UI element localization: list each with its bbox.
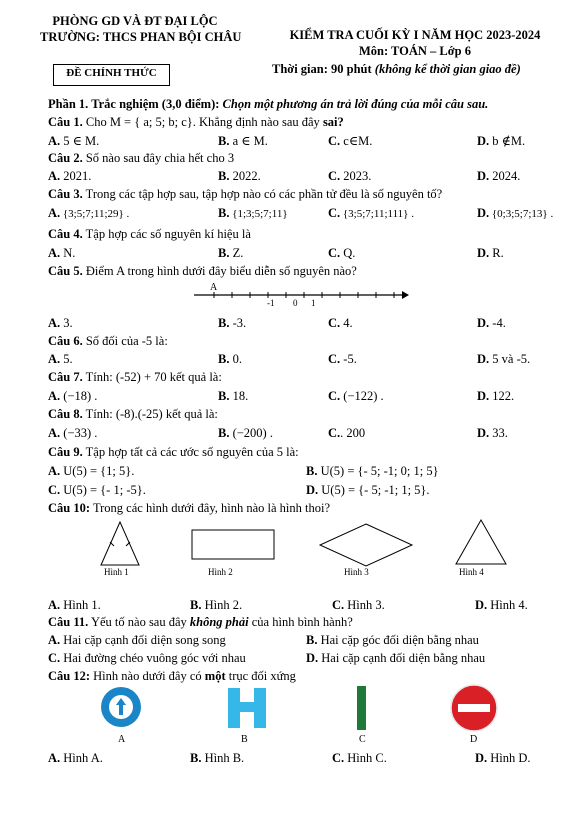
option-value: 33. [492,426,508,440]
option-key: A. [48,316,61,330]
part1-heading [48,97,488,112]
option-key: C. [328,426,341,440]
option-key: B. [218,352,230,366]
question-3 [48,187,442,202]
q10-option-b[interactable] [190,598,242,613]
option-value: {3;5;7;11;111} . [342,208,414,220]
q8-option-a[interactable] [48,426,97,441]
option-value: Z. [232,246,244,260]
shape-label-1: Hình 1 [104,567,129,577]
part1-title: Phần 1. Trắc nghiệm (3,0 điểm): [48,97,220,111]
option-key: D. [477,389,490,403]
q8-label: Câu 8. [48,407,83,421]
shape-hinh-2 [190,528,276,562]
option-key: D. [477,134,490,148]
q1-option-c[interactable] [328,133,372,149]
question-2 [48,151,234,166]
q2-label: Câu 2. [48,151,83,165]
q6-label: Câu 6. [48,334,83,348]
option-value: Hình A. [63,751,103,765]
option-key: B. [218,246,230,260]
option-value: U(5) = {- 5; -1; 0; 1; 5} [320,464,439,478]
option-key: A. [48,389,61,403]
sign-b-letter-h-icon [226,686,268,730]
time-line [272,62,521,77]
tick-label-0: 0 [293,298,298,308]
option-value: U(5) = {- 1; -5}. [63,483,146,497]
question-8 [48,407,218,422]
option-key: B. [218,426,230,440]
part1-instruction: Chọn một phương án trả lời đúng của mỗi câu sau. [222,97,489,111]
option-value: 2024. [492,169,521,183]
option-key: D. [477,316,490,330]
q7-text: Tính: (-52) + 70 kết quả là: [85,370,222,384]
question-12 [48,669,296,684]
option-value: Hình B. [204,751,245,765]
question-10 [48,501,330,516]
q5-text: Điểm A trong hình dưới đây biểu diễn số nguyên nào? [85,264,357,278]
option-key: B. [190,751,202,765]
option-key: D. [475,598,488,612]
option-key: C. [328,316,341,330]
q4-option-d[interactable] [477,246,504,261]
q11-emph: không phải [189,615,249,629]
shape-label-3: Hình 3 [344,567,369,577]
point-a-label: A [210,282,218,293]
option-value: Hai cặp cạnh đối diện bằng nhau [321,651,486,665]
option-value: N. [63,246,76,260]
exam-title: KIỂM TRA CUỐI KỲ I NĂM HỌC 2023-2024 [289,28,541,42]
option-key: B. [218,316,230,330]
subject: Môn: TOÁN – Lớp 6 [358,44,472,58]
q1-option-b[interactable] [218,133,268,149]
q10-text: Trong các hình dưới đây, hình nào là hình thoi? [92,501,331,515]
option-key: C. [48,483,61,497]
option-key: D. [477,426,490,440]
q6-text: Số đối của -5 là: [85,334,168,348]
q12-text2: trục đối xứng [225,669,296,683]
q7-label: Câu 7. [48,370,83,384]
q6-option-c[interactable] [328,352,357,367]
option-value: Q. [343,246,356,260]
option-value: 5. [63,352,73,366]
q10-option-d[interactable] [475,598,528,613]
q8-text: Tính: (-8).(-25) kết quả là: [85,407,218,421]
option-value: R. [492,246,504,260]
option-value: Hai cặp góc đối diện bằng nhau [320,633,479,647]
q2-option-b[interactable] [218,169,261,184]
q8-option-c[interactable] [328,426,365,441]
q4-label: Câu 4. [48,227,83,241]
tick-label-1: 1 [311,298,316,308]
q1-option-a[interactable] [48,133,99,149]
q11-text: Yếu tố nào sau đây [90,615,190,629]
option-value: 4. [343,316,353,330]
option-value: (−33) . [63,426,98,440]
option-value: -3. [232,316,247,330]
q3-option-a[interactable] [48,206,129,221]
option-value: Hai đường chéo vuông góc với nhau [63,651,246,665]
option-key: B. [306,633,318,647]
q9-label: Câu 9. [48,445,83,459]
option-key: C. [332,751,345,765]
q4-option-a[interactable] [48,246,75,261]
q6-option-a[interactable] [48,352,73,367]
official-label: ĐỀ CHÍNH THỨC [66,67,157,79]
option-value: U(5) = {1; 5}. [63,464,135,478]
q12-option-c[interactable] [332,751,387,766]
q11-label: Câu 11. [48,615,89,629]
option-key: B. [218,169,230,183]
option-key: C. [328,169,341,183]
q6-option-b[interactable] [218,352,242,367]
option-value: Hình D. [490,751,531,765]
q7-option-c[interactable] [328,389,384,404]
time-prefix: Thời gian: 90 phút [272,62,375,76]
question-7 [48,370,222,385]
option-value: Hình C. [347,751,387,765]
q9-option-a[interactable] [48,464,134,479]
option-key: B. [190,598,202,612]
sign-label-d: D [470,734,478,745]
question-11 [48,615,353,630]
option-value: 2023. [343,169,372,183]
q5-option-b[interactable] [218,316,246,331]
question-1 [48,115,344,130]
option-key: C. [328,352,341,366]
q3-label: Câu 3. [48,187,83,201]
q12-option-a[interactable] [48,751,103,766]
option-value: . 200 [340,426,366,440]
option-value: (−122) . [343,389,384,403]
option-key: B. [218,134,230,148]
q3-option-d[interactable] [477,206,553,221]
q12-label: Câu 12: [48,669,91,683]
option-value: c∈M. [343,134,373,148]
option-key: D. [477,169,490,183]
sign-a-arrow-up-icon [100,686,142,728]
option-key: C. [48,651,61,665]
q7-option-d[interactable] [477,389,514,404]
option-key: C. [328,246,341,260]
option-key: D. [475,751,488,765]
q3-option-c[interactable] [328,206,414,221]
q4-option-b[interactable] [218,246,243,261]
q5-label: Câu 5. [48,264,83,278]
q2-option-a[interactable] [48,169,91,184]
q12-emph: một [204,669,226,683]
q5-option-a[interactable] [48,316,73,331]
option-key: C. [328,206,341,220]
question-6 [48,334,168,349]
q3-option-b[interactable] [218,206,288,221]
q1-label: Câu 1. [48,115,83,129]
option-key: A. [48,246,61,260]
q10-label: Câu 10: [48,501,91,515]
q4-option-c[interactable] [328,246,355,261]
number-line [190,282,410,312]
school-name: TRƯỜNG: THCS PHAN BỘI CHÂU [40,30,242,44]
shape-label-2: Hình 2 [208,567,233,577]
option-value: Hình 4. [490,598,528,612]
option-key: D. [477,352,490,366]
option-key: B. [306,464,318,478]
q1-emph: sai? [322,115,344,129]
option-value: Hình 1. [63,598,101,612]
q9-text: Tập hợp tất cả các ước số nguyên của 5 là: [85,445,299,459]
option-value: a ∈ M. [232,134,268,148]
option-value: -5. [343,352,357,366]
q2-text: Số nào sau đây chia hết cho 3 [85,151,235,165]
option-value: 5 ∈ M. [63,134,100,148]
option-key: A. [48,134,61,148]
option-key: B. [218,389,230,403]
option-value: Hình 3. [347,598,385,612]
sign-label-a: A [118,734,126,745]
shape-hinh-3 [318,522,414,568]
q9-option-c[interactable] [48,483,146,498]
q12-option-d[interactable] [475,751,531,766]
shape-hinh-1 [95,520,145,568]
option-value: {3;5;7;11;29} . [62,208,130,220]
option-value: 5 và -5. [492,352,531,366]
option-key: D. [306,651,319,665]
tick-label-neg1: -1 [267,298,275,308]
option-value: 122. [492,389,515,403]
option-key: D. [477,206,490,220]
q3-text: Trong các tập hợp sau, tập hợp nào có các phần tử đều là số nguyên tố? [85,187,443,201]
sign-label-c: C [359,734,366,745]
q11-option-a[interactable] [48,633,226,648]
q5-option-d[interactable] [477,316,506,331]
option-value: 2022. [232,169,261,183]
option-key: A. [48,464,61,478]
option-value: 3. [63,316,73,330]
option-value: 18. [232,389,249,403]
q9-option-b[interactable] [306,464,439,479]
q2-option-c[interactable] [328,169,371,184]
option-key: D. [477,246,490,260]
q11-text2: của hình bình hành? [248,615,353,629]
q4-text: Tập hợp các số nguyên kí hiệu là [85,227,251,241]
q10-option-c[interactable] [332,598,385,613]
time-note: (không kể thời gian giao đề) [374,62,521,76]
question-4 [48,227,251,242]
q1-option-d[interactable] [477,133,525,149]
sign-c-bar-icon [355,685,369,731]
option-value: (−200) . [232,426,273,440]
q12-text: Hình nào dưới đây có [93,669,205,683]
option-value: 2021. [63,169,92,183]
q2-option-d[interactable] [477,169,520,184]
option-value: Hai cặp cạnh đối diện song song [63,633,226,647]
option-key: A. [48,598,61,612]
option-key: C. [328,134,341,148]
option-key: A. [48,426,61,440]
q7-option-b[interactable] [218,389,248,404]
q7-option-a[interactable] [48,389,97,404]
shape-label-4: Hình 4 [459,567,484,577]
option-value: -4. [492,316,506,330]
sign-label-b: B [241,734,248,745]
option-key: C. [328,389,341,403]
q12-option-b[interactable] [190,751,244,766]
q10-option-a[interactable] [48,598,101,613]
option-key: D. [306,483,319,497]
option-key: A. [48,751,61,765]
q11-option-c[interactable] [48,651,246,666]
option-key: A. [48,206,61,220]
q8-option-b[interactable] [218,426,273,441]
shape-hinh-4 [452,518,510,566]
option-value: U(5) = {- 5; -1; 1; 5}. [321,483,430,497]
option-value: 0. [232,352,242,366]
q6-option-d[interactable] [477,352,530,367]
q8-option-d[interactable] [477,426,508,441]
q1-text: Cho M = { a; 5; b; c}. Khẳng định nào sau đây [85,115,323,129]
q11-option-d[interactable] [306,651,485,666]
option-key: A. [48,169,61,183]
dept-name: PHÒNG GD VÀ ĐT ĐẠI LỘC [52,14,218,28]
q11-option-b[interactable] [306,633,479,648]
q5-option-c[interactable] [328,316,353,331]
option-value: {1;3;5;7;11} [232,208,288,220]
option-value: Hình 2. [204,598,243,612]
option-key: C. [332,598,345,612]
option-value: (−18) . [63,389,98,403]
option-key: A. [48,352,61,366]
option-value: {0;3;5;7;13} . [491,208,554,220]
option-key: B. [218,206,230,220]
q9-option-d[interactable] [306,483,430,498]
sign-d-no-entry-icon [450,684,498,732]
option-key: A. [48,633,61,647]
question-9 [48,445,299,460]
question-5 [48,264,357,279]
option-value: b ∉M. [492,134,526,148]
